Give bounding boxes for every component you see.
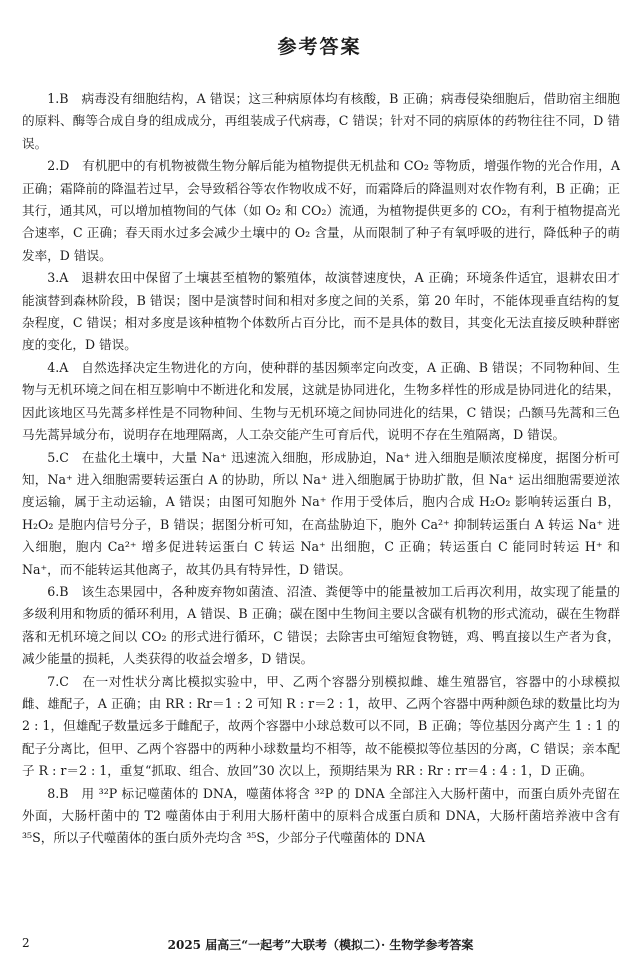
answer-item-8: 8.B 用 ³²P 标记噬菌体的 DNA，噬菌体将含 ³²P 的 DNA 全部注入大肠杆菌中，而蛋白质外壳留在外面，大肠杆菌中的 T2 噬菌体由于利用大肠杆菌中的原料合成蛋白质和 DNA，大肠杆菌培养液中含有 ³⁵S，所以子代噬菌体的蛋白质外壳均含 ³⁵S，少部分子代噬菌体的 DNA [22,785,620,846]
answer-list [22,88,620,850]
answer-item-5: 5.C 在盐化土壤中，大量 Na⁺ 迅速流入细胞，形成胁迫，Na⁺ 进入细胞是顺浓度梯度，据图分析可知，Na⁺ 进入细胞需要转运蛋白 A 的协助，所以 Na⁺ 进入细胞属于协助扩散，但 Na⁺ 运出细胞需要逆浓度运输，属于主动运输，A 错误；由图可知胞外 Na⁺ 作用于受体后，胞内合成 H₂O₂ 影响转运蛋白 B，H₂O₂ 是胞内信号分子，B 错误；据图分析可知，在高盐胁迫下，胞外 Ca²⁺ 抑制转运蛋白 A 转运 Na⁺ 进入细胞，胞内 Ca²⁺ 增多促进转运蛋白 C 转运 Na⁺ 出细胞，C 正确；转运蛋白 C 能同时转运 H⁺ 和 Na⁺，而不能转运其他离子，故其仍具有特异性，D 错误。 [22,449,620,577]
page-number: 2 [22,936,30,950]
answer-item-6: 6.B 该生态果园中，各种废弃物如菌渣、沼渣、粪便等中的能量被加工后再次利用，故实现了能量的多级利用和物质的循环利用，A 错误、B 正确；碳在图中生物间主要以含碳有机物的形式流动，碳在生物群落和无机环境之间以 CO₂ 的形式进行循环，C 错误；去除害虫可缩短食物链，鸡、鸭直接以生产者为食，减少能量的损耗，人类获得的收益会增多，D 错误。 [22,583,620,667]
answer-item-7: 7.C 在一对性状分离比模拟实验中，甲、乙两个容器分别模拟雌、雄生殖器官，容器中的小球模拟雌、雄配子，A 正确；由 RR : Rr＝1 : 2 可知 R : r＝2 : 1，故甲、乙两个容器中两种颜色球的数量比均为 2 : 1，但雄配子数量远多于雌配子，故两个容器中小球总数可以不同，B 正确；等位基因分离产生 1 : 1 的配子分离比，但甲、乙两个容器中的两种小球数量均不相等，故不能模拟等位基因的分离，C 错误；亲本配子 R : r＝2 : 1，重复“抓取、组合、放回”30 次以上，预期结果为 RR : Rr : rr＝4 : 4 : 1，D 正确。 [22,673,620,779]
footer-title: 2025 届高三“一起考”大联考（模拟二）· 生物学参考答案 [167,938,474,952]
answer-item-1: 1.B 病毒没有细胞结构，A 错误；这三种病原体均有核酸，B 正确；病毒侵染细胞后，借助宿主细胞的原料、酶等合成自身的组成成分，再组装成子代病毒，C 错误；针对不同的病原体的药物往往不同，D 错误。 [22,91,620,151]
answer-item-4: 4.A 自然选择决定生物进化的方向，使种群的基因频率定向改变，A 正确、B 错误；不同物种间、生物与无机环境之间在相互影响中不断进化和发展，这就是协同进化，生物多样性的形成是协同进化的结果，因此该地区马先蒿多样性是不同物种间、生物与无机环境之间协同进化的结果，C 错误；凸额马先蒿和三色马先蒿异域分布，说明存在地理隔离，人工杂交能产生可育后代，说明不存在生殖隔离，D 错误。 [22,359,620,443]
answer-item-2: 2.D 有机肥中的有机物被微生物分解后能为植物提供无机盐和 CO₂ 等物质，增强作物的光合作用，A 正确；霜降前的降温若过早，会导致稻谷等农作物收成不好，而霜降后的降温则对农作物有利，B 正确；正其行，通其风，可以增加植物间的气体（如 O₂ 和 CO₂）流通，为植物提供更多的 CO₂，有利于植物提高光合速率，C 正确；春天雨水过多会减少土壤中的 O₂ 含量，从而限制了种子有氧呼吸的进行，降低种子的萌发率，D 错误。 [22,158,620,263]
page-title: 参考答案 [277,36,362,58]
answer-item-3: 3.A 退耕农田中保留了土壤甚至植物的繁殖体，故演替速度快，A 正确；环境条件适宜，退耕农田才能演替到森林阶段，B 错误；图中是演替时间和相对多度之间的关系，第 20 年时，不能体现垂直结构的复杂程度，C 错误；相对多度是该种植物个体数所占百分比，而不是具体的数目，其变化无法直接反映种群密度的变化，D 错误。 [22,270,620,353]
